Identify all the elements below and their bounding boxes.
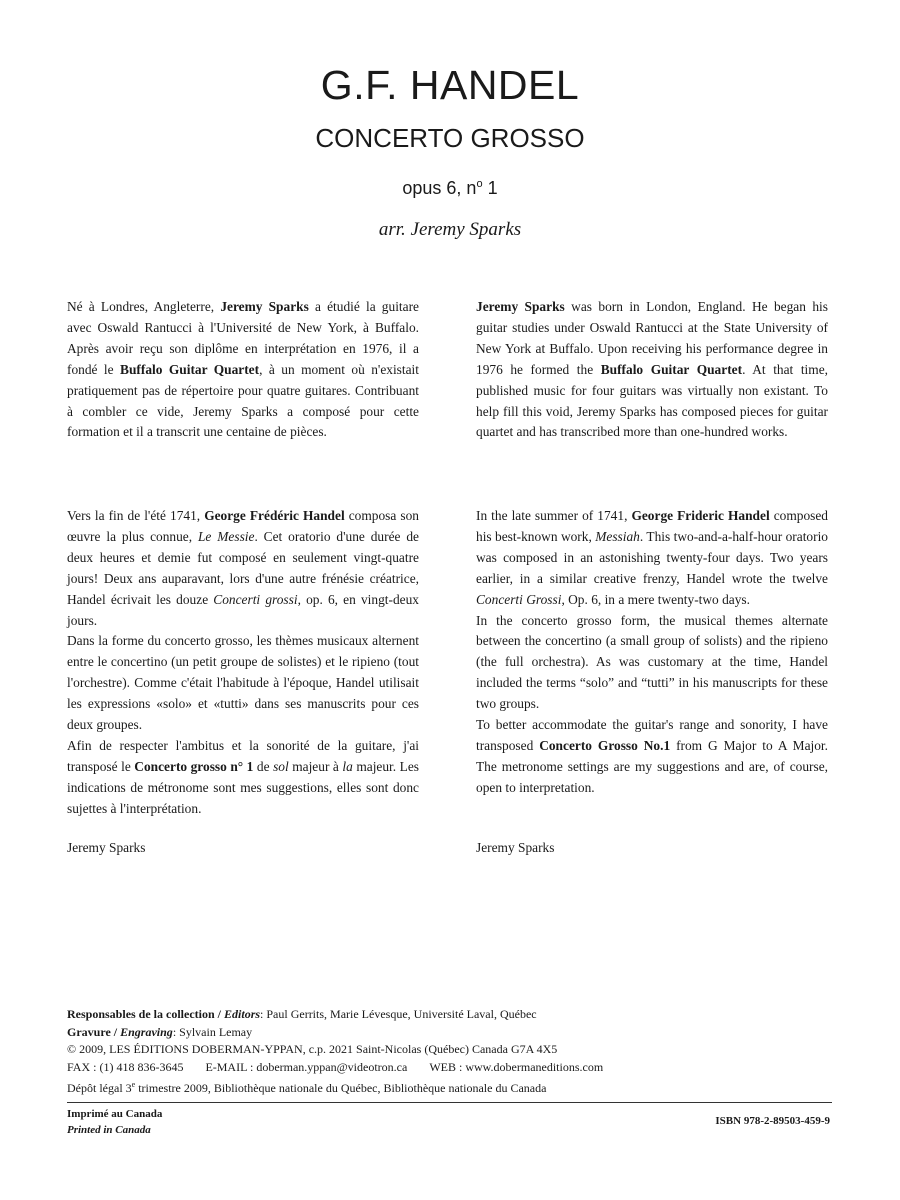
contact-line: FAX : (1) 418 836-3645 E-MAIL : doberman.yppan@videotron.ca WEB : www.dobermaneditions.com [67, 1059, 604, 1074]
notes-english-p3: To better accommodate the guitar's range and sonority, I have transposed Concerto Grosso No.1 from G Major to A Major. The metronome settings are my suggestions and are, of course, open to interpretation. [476, 717, 828, 795]
notes-english [476, 506, 828, 799]
work-title: CONCERTO GROSSO [315, 123, 585, 153]
notes-french [67, 506, 419, 820]
signature-english: Jeremy Sparks [476, 840, 555, 855]
printed-in-canada: Imprimé au Canada Printed in Canada [67, 1108, 163, 1136]
notes-french-p1: Vers la fin de l'été 1741, George Frédéric Handel composa son œuvre la plus connue, Le Messie. Cet oratorio d'une durée de deux heures et demie fut composé en seulement vingt-quatre jours! Deux ans auparavant, lors d'une autre frénésie créatrice, Handel écrivait les douze Concerti grossi, op. 6, en vingt-deux jours. [67, 508, 419, 628]
legal-deposit-line: Dépôt légal 3e trimestre 2009, Bibliothèque nationale du Québec, Bibliothèque nationale du Canada [67, 1080, 547, 1095]
isbn-number: ISBN 978-2-89503-459-9 [715, 1115, 830, 1127]
engraving-line: Gravure / Engraving: Sylvain Lemay [67, 1024, 253, 1039]
bio-french [67, 297, 419, 443]
arranger-credit: arr. Jeremy Sparks [378, 219, 522, 240]
notes-english-p1: In the late summer of 1741, George Frideric Handel composed his best-known work, Messiah. This two-and-a-half-hour oratorio was composed in an astonishing twenty-four days. Two years earlier, in a similar creative frenzy, Handel wrote the twelve Concerti Grossi, Op. 6, in a mere twenty-two days. [476, 508, 828, 607]
bio-english [476, 297, 828, 443]
publication-credits [67, 1006, 837, 1098]
notes-french-p2: Dans la forme du concerto grosso, les thèmes musicaux alternent entre le concertino (un petit groupe de solistes) et le ripieno (tout l'orchestre). Comme c'était l'habitude à l'époque, Handel utilisait les expressions «solo» et «tutti» dans ses manuscrits pour ces deux groupes. [67, 633, 419, 733]
bio-french-paragraph: Né à Londres, Angleterre, Jeremy Sparks a étudié la guitare avec Oswald Rantucci à l'Université de New York, à Buffalo. Après avoir reçu son diplôme en interprétation en 1976, il a fondé le Buffalo Guitar Quartet, à un moment où n'existait pratiquement pas de répertoire pour quatre guitares. Contribuant à combler ce vide, Jeremy Sparks a composé pour cette formation et il a transcrit une centaine de pièces. [67, 299, 419, 440]
signature-french: Jeremy Sparks [67, 840, 146, 855]
bio-english-paragraph: Jeremy Sparks was born in London, England. He began his guitar studies under Oswald Rantucci at the State University of New York at Buffalo. Upon receiving his performance degree in 1976 he formed the Buffalo Guitar Quartet. At that time, published music for four guitars was virtually non existant. To help fill this void, Jeremy Sparks has composed pieces for guitar quartet and has transcribed more than one-hundred works. [476, 299, 828, 440]
composer-title: G.F. HANDEL [320, 62, 580, 108]
editors-line: Responsables de la collection / Editors: Paul Gerrits, Marie Lévesque, Université Laval, Québec [67, 1007, 537, 1021]
footer-divider [67, 1102, 832, 1103]
opus-number: opus 6, $n^o$ 1 [402, 178, 498, 198]
notes-english-p2: In the concerto grosso form, the musical themes alternate between the concertino (a small group of solists) and the ripieno (the full orchestra). As was customary at the time, Handel included the terms “solo” and “tutti” in his manuscripts for these two groups. [476, 612, 828, 712]
notes-french-p3: Afin de respecter l'ambitus et la sonorité de la guitare, j'ai transposé le Concerto grosso n° 1 de sol majeur à la majeur. Les indications de métronome sont mes suggestions, elles sont donc sujettes à l'interprétation. [67, 737, 419, 816]
copyright-line: © 2009, LES ÉDITIONS DOBERMAN-YPPAN, c.p. 2021 Saint-Nicolas (Québec) Canada G7A 4X5 [67, 1042, 558, 1056]
